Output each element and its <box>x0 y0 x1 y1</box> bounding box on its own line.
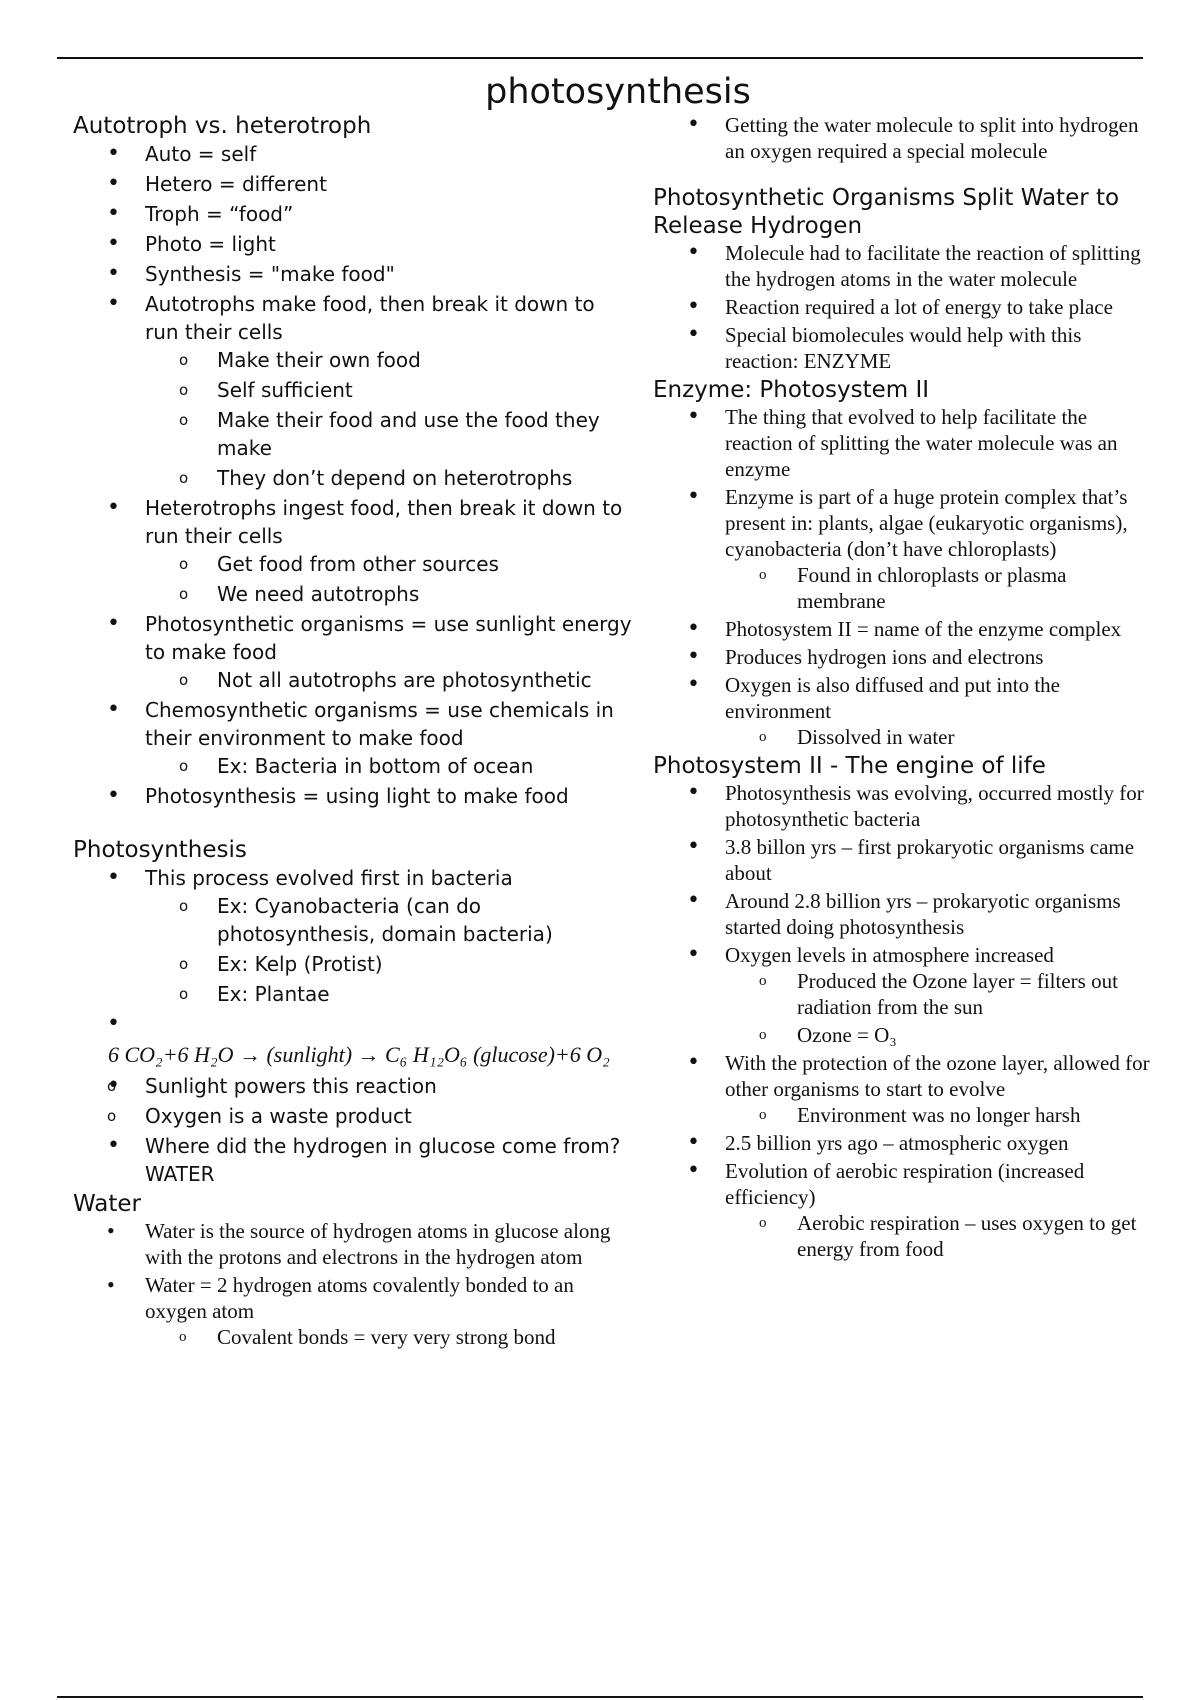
left-column <box>73 112 633 1352</box>
sub-list-item: o Oxygen is a waste product <box>73 1102 633 1130</box>
section-heading-engine-of-life: Photosystem II - The engine of life <box>653 753 1046 779</box>
list-item-text: Water = 2 hydrogen atoms covalently bonded to an oxygen atom <box>145 1273 574 1323</box>
bullet-list <box>73 140 633 810</box>
sub-list-item: o Ozone = O₃ <box>725 1022 1158 1048</box>
list-item: • 2.5 billion yrs ago – atmospheric oxygen <box>653 1130 1158 1156</box>
list-item: • Photosynthesis = using light to make food <box>73 782 633 810</box>
section-heading-autotroph: Autotroph vs. heterotroph <box>73 113 372 139</box>
sub-list-item: o Ex: Kelp (Protist) <box>145 950 633 978</box>
list-item <box>653 672 1158 750</box>
sub-list-item: o • Sunlight powers this reaction <box>73 1072 633 1100</box>
list-item-text: Oxygen is also diffused and put into the environment <box>725 673 1060 723</box>
list-item: • Hetero = different <box>73 170 633 198</box>
list-item <box>73 696 633 780</box>
sub-list <box>725 968 1158 1048</box>
spacer <box>73 812 633 836</box>
section-heading-enzyme: Enzyme: Photosystem II <box>653 377 930 403</box>
bullet-list <box>73 1132 633 1188</box>
list-item <box>73 610 633 694</box>
list-item-text: With the protection of the ozone layer, allowed for other organisms to start to evolve <box>725 1051 1150 1101</box>
sub-list-item: o Make their own food <box>145 346 633 374</box>
list-item: • Troph = “food” <box>73 200 633 228</box>
list-item <box>73 1272 633 1350</box>
sub-list-item: o Ex: Cyanobacteria (can do photosynthesis, domain bacteria) <box>145 892 633 948</box>
bullet-list <box>73 1072 633 1130</box>
section-heading-photosynthesis: Photosynthesis <box>73 837 247 863</box>
list-item: • Photo = light <box>73 230 633 258</box>
section-heading-water: Water <box>73 1191 141 1217</box>
list-item <box>653 484 1158 614</box>
sub-list-item: o Covalent bonds = very very strong bond <box>145 1324 633 1350</box>
sub-list <box>145 550 633 608</box>
sub-list-item: o Found in chloroplasts or plasma membrane <box>725 562 1158 614</box>
list-item: • The thing that evolved to help facilitate the reaction of splitting the water molecule was an enzyme <box>653 404 1158 482</box>
list-item: • Auto = self <box>73 140 633 168</box>
list-item-text: Autotrophs make food, then break it down to run their cells <box>145 292 595 344</box>
spacer <box>653 166 1158 184</box>
bottom-rule <box>57 1696 1143 1698</box>
list-item <box>73 1010 633 1036</box>
list-item <box>73 864 633 1008</box>
document-title: photosynthesis <box>485 72 751 112</box>
sub-list <box>73 1072 633 1130</box>
bullet-list <box>73 864 633 1036</box>
list-item-text: This process evolved first in bacteria <box>145 866 513 890</box>
section-heading-split-water: Photosynthetic Organisms Split Water to Release Hydrogen <box>653 185 1120 239</box>
list-item: • Molecule had to facilitate the reaction of splitting the hydrogen atoms in the water molecule <box>653 240 1158 292</box>
sub-list <box>725 1210 1158 1262</box>
list-item: • Special biomolecules would help with this reaction: ENZYME <box>653 322 1158 374</box>
list-item-text: Enzyme is part of a huge protein complex that’s present in: plants, algae (eukaryotic organisms), cyanobacteria (don’t have chloroplasts) <box>725 485 1128 561</box>
list-item: • 3.8 billon yrs – first prokaryotic organisms came about <box>653 834 1158 886</box>
sub-list <box>145 666 633 694</box>
bullet-list <box>653 404 1158 750</box>
sub-list-item: o Aerobic respiration – uses oxygen to get energy from food <box>725 1210 1158 1262</box>
list-item: • Produces hydrogen ions and electrons <box>653 644 1158 670</box>
sub-list-item: o Environment was no longer harsh <box>725 1102 1158 1128</box>
sub-list <box>145 892 633 1008</box>
right-column <box>653 112 1158 1264</box>
list-item <box>73 494 633 608</box>
bullet-list <box>73 1218 633 1350</box>
list-item <box>653 1050 1158 1128</box>
list-item: • Reaction required a lot of energy to take place <box>653 294 1158 320</box>
list-item: • Around 2.8 billion yrs – prokaryotic organisms started doing photosynthesis <box>653 888 1158 940</box>
list-item: • Photosynthesis was evolving, occurred mostly for photosynthetic bacteria <box>653 780 1158 832</box>
top-rule <box>57 57 1143 59</box>
list-item: • Where did the hydrogen in glucose come from? WATER <box>73 1132 633 1188</box>
list-item <box>653 1158 1158 1262</box>
sub-list <box>725 724 1158 750</box>
empty-bullet <box>145 1010 633 1036</box>
list-item-text: Heterotrophs ingest food, then break it down to run their cells <box>145 496 623 548</box>
bullet-list <box>653 240 1158 374</box>
bullet-list <box>653 780 1158 1262</box>
sub-list-item: o Dissolved in water <box>725 724 1158 750</box>
sub-list-item: o Produced the Ozone layer = filters out radiation from the sun <box>725 968 1158 1020</box>
sub-list <box>145 1324 633 1350</box>
sub-list <box>725 1102 1158 1128</box>
list-item: • Photosystem II = name of the enzyme complex <box>653 616 1158 642</box>
sub-list <box>145 752 633 780</box>
sub-list-item: o Self sufficient <box>145 376 633 404</box>
sub-list-item: o Get food from other sources <box>145 550 633 578</box>
sub-list <box>725 562 1158 614</box>
list-item: • Getting the water molecule to split into hydrogen an oxygen required a special molecule <box>653 112 1158 164</box>
list-item <box>73 290 633 492</box>
list-item: • Synthesis = "make food" <box>73 260 633 288</box>
sub-list-item: o Make their food and use the food they make <box>145 406 633 462</box>
sub-list-item: o We need autotrophs <box>145 580 633 608</box>
sub-list-item: o They don’t depend on heterotrophs <box>145 464 633 492</box>
list-item-text: Chemosynthetic organisms = use chemicals in their environment to make food <box>145 698 614 750</box>
photosynthesis-equation: 6 CO₂+6 H₂O → (sunlight) → C₆ H₁₂O₆ (glucose)+6 O₂ <box>108 1042 610 1067</box>
list-item <box>73 1072 633 1130</box>
list-item: • Water is the source of hydrogen atoms in glucose along with the protons and electrons in the hydrogen atom <box>73 1218 633 1270</box>
list-item-text: Evolution of aerobic respiration (increased efficiency) <box>725 1159 1085 1209</box>
sub-list-item: o Ex: Plantae <box>145 980 633 1008</box>
list-item-text: Photosynthetic organisms = use sunlight energy to make food <box>145 612 632 664</box>
bullet-list <box>653 112 1158 164</box>
list-item-text: Oxygen levels in atmosphere increased <box>725 943 1054 967</box>
sub-list-item: o Ex: Bacteria in bottom of ocean <box>145 752 633 780</box>
sub-list <box>145 346 633 492</box>
sub-list-item: o Not all autotrophs are photosynthetic <box>145 666 633 694</box>
list-item <box>653 942 1158 1048</box>
